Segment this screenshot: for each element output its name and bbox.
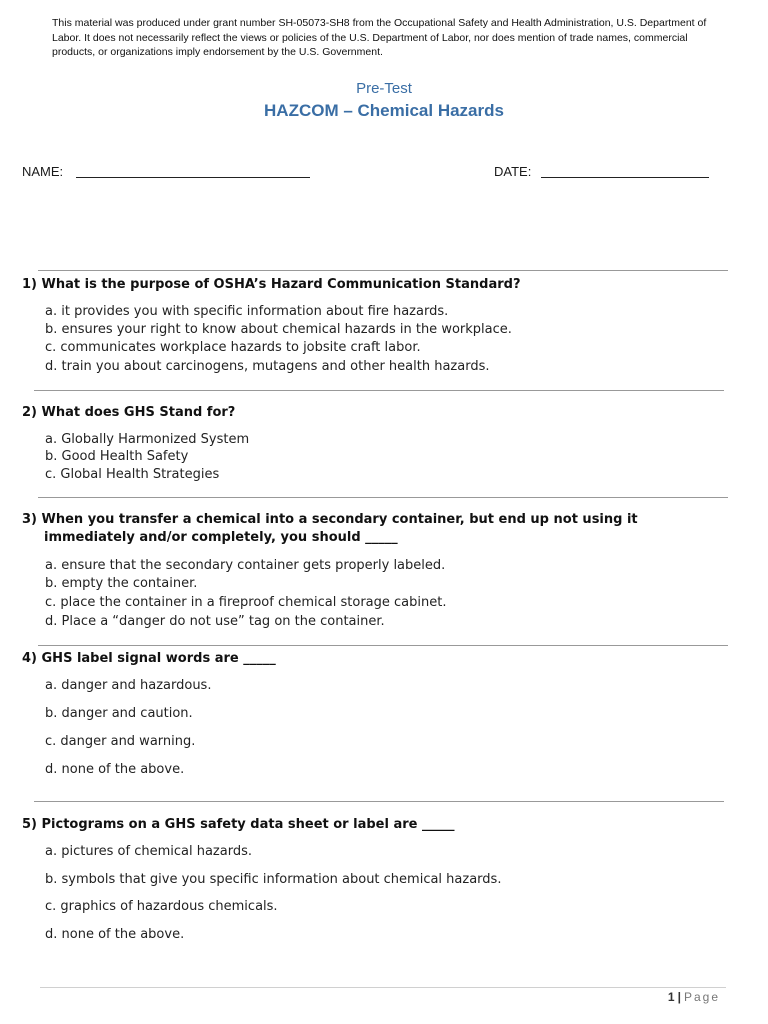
answer-option[interactable]: d. Place a “danger do not use” tag on the container.: [45, 614, 385, 629]
answer-option[interactable]: b. empty the container.: [45, 576, 198, 591]
divider: [34, 801, 724, 802]
answer-option[interactable]: a. ensure that the secondary container gets properly labeled.: [45, 558, 446, 573]
answer-option[interactable]: b. symbols that give you specific information about chemical hazards.: [45, 872, 502, 887]
divider: [38, 497, 728, 498]
answer-option[interactable]: c. Global Health Strategies: [45, 467, 220, 482]
pretest-subtitle: Pre-Test: [356, 80, 412, 97]
page-word: Page: [683, 990, 720, 1004]
answer-option[interactable]: a. Globally Harmonized System: [45, 432, 250, 447]
answer-option[interactable]: a. pictures of chemical hazards.: [45, 844, 252, 859]
page-separator: |: [677, 990, 681, 1004]
question-5: 5) Pictograms on a GHS safety data sheet or label are _____: [22, 817, 455, 832]
question-4: 4) GHS label signal words are _____: [22, 651, 276, 666]
footer-divider: [40, 987, 726, 988]
name-label: NAME:: [22, 164, 64, 179]
divider: [38, 645, 728, 646]
page-footer: [668, 990, 720, 1004]
page-title: HAZCOM – Chemical Hazards: [264, 101, 504, 120]
answer-option[interactable]: b. danger and caution.: [45, 706, 193, 721]
question-2: 2) What does GHS Stand for?: [22, 405, 236, 420]
date-field[interactable]: [541, 177, 709, 178]
divider: [34, 390, 724, 391]
answer-option[interactable]: c. communicates workplace hazards to jobsite craft labor.: [45, 340, 421, 355]
question-3: 3) When you transfer a chemical into a secondary container, but end up not using it immediately and/or completely, you should _____: [22, 512, 638, 545]
answer-option[interactable]: b. ensures your right to know about chemical hazards in the workplace.: [45, 322, 512, 337]
answer-option[interactable]: a. danger and hazardous.: [45, 678, 212, 693]
grant-disclaimer: This material was produced under grant number SH-05073-SH8 from the Occupational Safety and Health Administration, U.S. Department of Labor. It does not necessarily reflect the views or policies of the U.S. Department of Labor, nor does mention of trade names, commercial products, or organizations imply endorsement by the U.S. Government.: [52, 17, 707, 58]
page-number: 1: [667, 990, 675, 1004]
answer-option[interactable]: d. train you about carcinogens, mutagens and other health hazards.: [45, 359, 490, 374]
answer-option[interactable]: a. it provides you with specific information about fire hazards.: [45, 304, 449, 319]
answer-option[interactable]: d. none of the above.: [45, 762, 185, 777]
answer-option[interactable]: c. place the container in a fireproof chemical storage cabinet.: [45, 595, 447, 610]
name-field[interactable]: [76, 177, 310, 178]
answer-option[interactable]: c. graphics of hazardous chemicals.: [45, 899, 278, 914]
date-label: DATE:: [494, 164, 532, 179]
answer-option[interactable]: d. none of the above.: [45, 927, 185, 942]
divider: [38, 270, 728, 271]
answer-option[interactable]: b. Good Health Safety: [45, 449, 189, 464]
question-1: 1) What is the purpose of OSHA’s Hazard Communication Standard?: [22, 277, 521, 292]
answer-option[interactable]: c. danger and warning.: [45, 734, 196, 749]
